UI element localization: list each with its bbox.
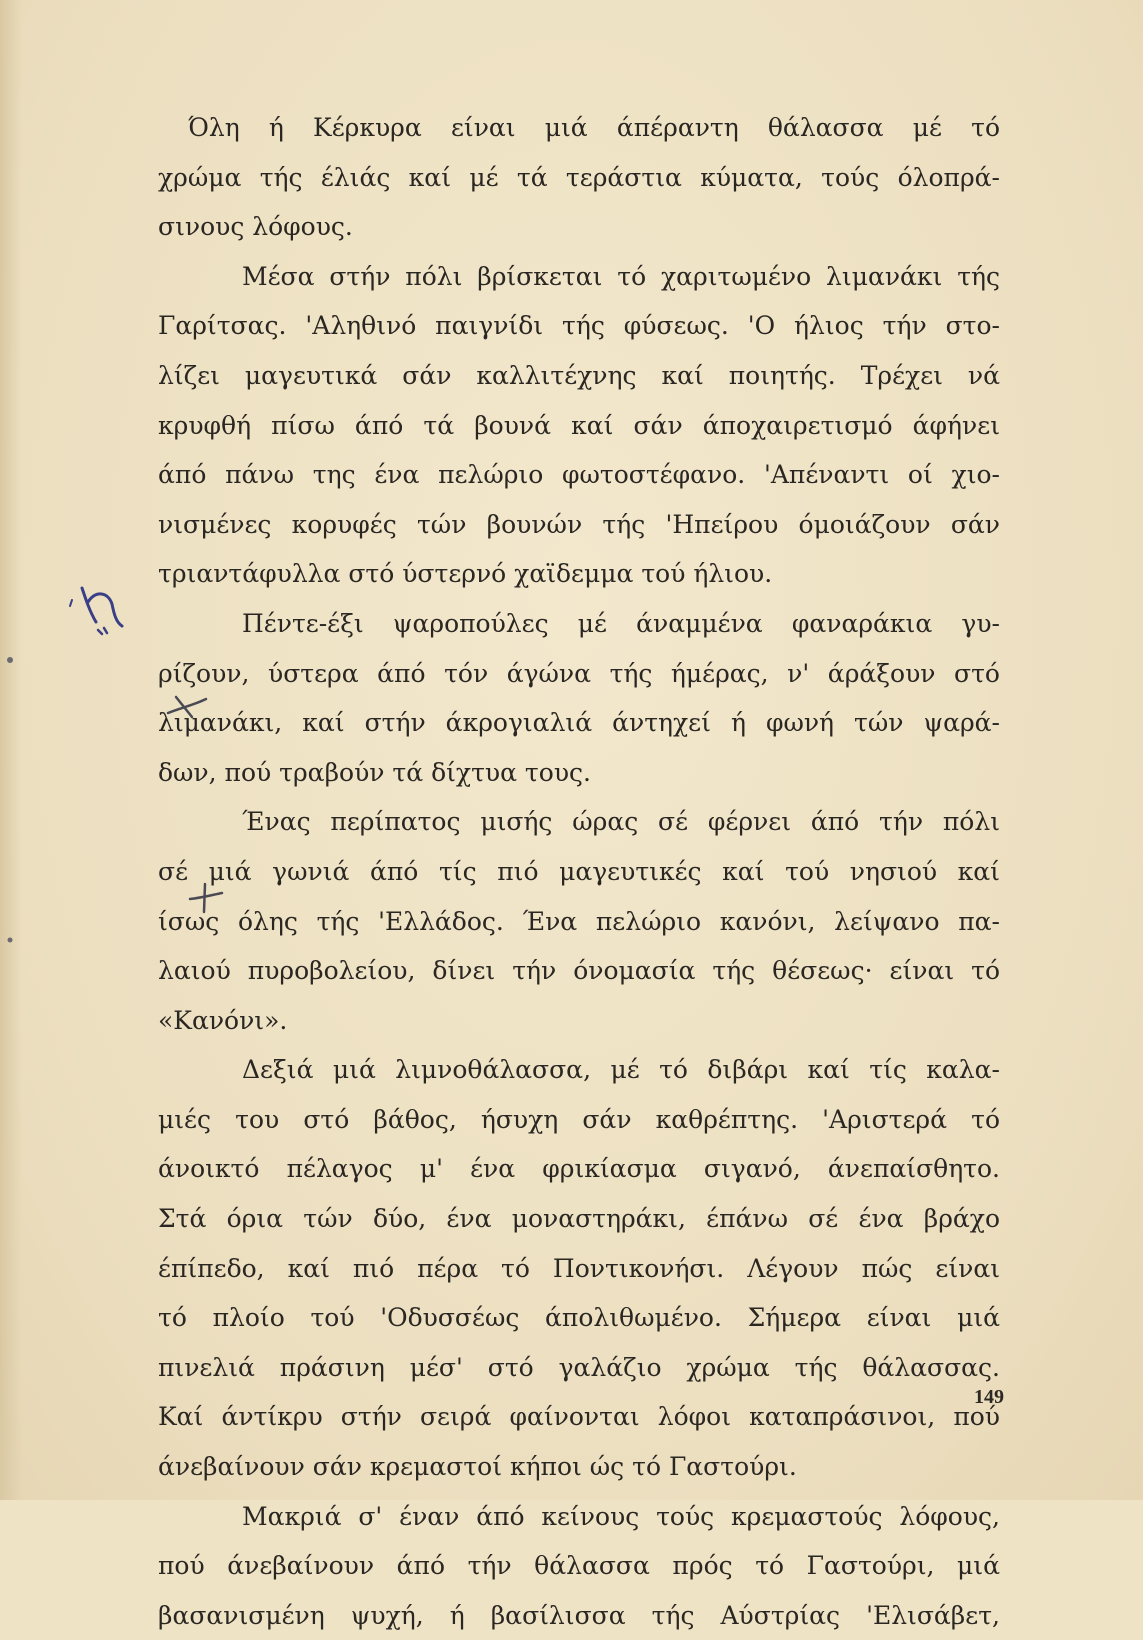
text-line: άνοικτό πέλαγος μ' ένα φρικίασμα σιγανό, άνεπαίσθητο.	[158, 1154, 1000, 1184]
text-line: Μέσα στήν πόλι βρίσκεται τό χαριτωμένο λιμανάκι τής	[242, 261, 1000, 291]
text-line: δων, πού τραβούν τά δίχτυα τους.	[158, 757, 591, 787]
text-line: έπίπεδο, καί πιό πέρα τό Ποντικονήσι. Λέγουν πώς είναι	[158, 1253, 1000, 1283]
text-line: τό πλοίο τού 'Οδυσσέως άπολιθωμένο. Σήμερα είναι μιά	[158, 1303, 1000, 1333]
text-line: Μακριά σ' έναν άπό κείνους τούς κρεμαστούς λόφους,	[242, 1501, 1000, 1531]
text-line: Γαρίτσας. 'Αληθινό παιγνίδι τής φύσεως. 'Ο ήλιος τήν στο-	[158, 311, 1000, 341]
text-line: ίσως όλης τής 'Ελλάδος. Ένα πελώριο κανόνι, λείψανο πα-	[158, 906, 1000, 936]
text-line: Καί άντίκρυ στήν σειρά φαίνονται λόφοι καταπράσινοι, πού	[158, 1402, 1000, 1432]
text-line: λαιού πυροβολείου, δίνει τήν όνομασία τής θέσεως· είναι τό	[158, 956, 1000, 986]
text-line: βασανισμένη ψυχή, ή βασίλισσα τής Αύστρίας 'Ελισάβετ,	[158, 1600, 1000, 1630]
text-line: σινους λόφους.	[158, 212, 353, 242]
body-text	[158, 103, 1000, 1640]
text-line: Στά όρια τών δύο, ένα μοναστηράκι, έπάνω σέ ένα βράχο	[158, 1204, 1000, 1234]
text-line: Όλη ή Κέρκυρα είναι μιά άπέραντη θάλασσα μέ τό	[188, 113, 1000, 142]
text-line: πινελιά πράσινη μέσ' στό γαλάζιο χρώμα τής θάλασσας.	[158, 1352, 1000, 1382]
text-line: Ένας περίπατος μισής ώρας σέ φέρνει άπό τήν πόλι	[242, 807, 1000, 837]
text-line: Δεξιά μιά λιμνοθάλασσα, μέ τό διβάρι καί τίς καλα-	[242, 1055, 1000, 1085]
text-line: λίζει μαγευτικά σάν καλλιτέχνης καί ποιητής. Τρέχει νά	[158, 360, 1000, 390]
page-gutter-shadow	[0, 0, 22, 1500]
text-line: σέ μιά γωνιά άπό τίς πιό μαγευτικές καί τού νησιού καί	[158, 856, 1000, 886]
margin-scribble-icon	[70, 588, 122, 634]
text-line: Πέντε-έξι ψαροπούλες μέ άναμμένα φαναράκια γυ-	[242, 608, 1000, 638]
text-line: νισμένες κορυφές τών βουνών τής 'Ηπείρου όμοιάζουν σάν	[158, 509, 1000, 539]
text-line: τριαντάφυλλα στό ύστερνό χαϊδεμμα τού ήλιου.	[158, 559, 773, 589]
text-line: κρυφθή πίσω άπό τά βουνά καί σάν άποχαιρετισμό άφήνει	[158, 410, 1000, 440]
text-line: χρώμα τής έλιάς καί μέ τά τεράστια κύματα, τούς όλοπρά-	[158, 162, 1000, 192]
text-line: λιμανάκι, καί στήν άκρογιαλιά άντηχεί ή φωνή τών ψαρά-	[158, 708, 1000, 738]
page-number: 149	[974, 1386, 1004, 1408]
text-line: πού άνεβαίνουν άπό τήν θάλασσα πρός τό Γαστούρι, μιά	[158, 1551, 1000, 1581]
text-line: άπό πάνω της ένα πελώριο φωτοστέφανο. 'Απέναντι οί χιο-	[158, 460, 1000, 490]
text-line: «Κανόνι».	[158, 1005, 288, 1035]
text-line: άνεβαίνουν σάν κρεμαστοί κήποι ώς τό Γαστούρι.	[158, 1452, 797, 1482]
text-line: μιές του στό βάθος, ήσυχη σάν καθρέπτης. 'Αριστερά τό	[158, 1104, 1000, 1134]
text-line: ρίζουν, ύστερα άπό τόν άγώνα τής ήμέρας, ν' άράξουν στό	[158, 658, 1000, 688]
